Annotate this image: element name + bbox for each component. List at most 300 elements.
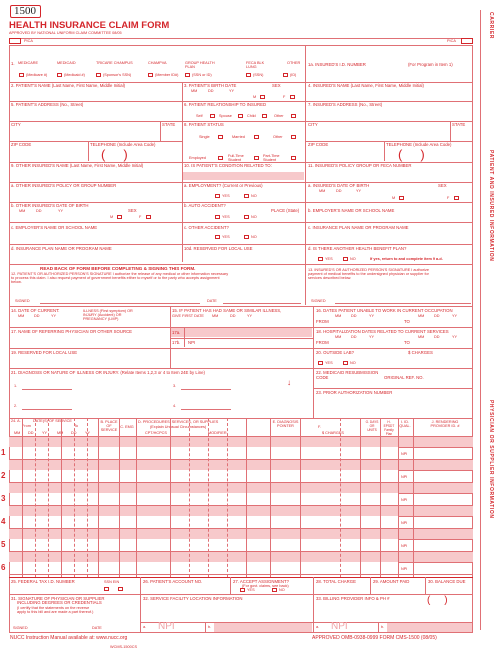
box15-mm: MM [212, 314, 219, 318]
box33-label: 33. BILLING PROVIDER INFO & PH # [316, 596, 390, 601]
box27-yes-label: YES [247, 588, 255, 592]
box10c-label: c. OTHER ACCIDENT? [184, 225, 229, 230]
row9-line [9, 222, 473, 223]
state-right-divider [450, 121, 451, 141]
fulltime-checkbox[interactable] [254, 156, 259, 160]
box11a-label: a. INSURED'S DATE OF BIRTH [308, 183, 370, 188]
box10c-no-label: NO [251, 235, 257, 239]
row1-divider [305, 45, 306, 305]
col24d-sub: (Explain Unusual Circumstances) [150, 425, 207, 429]
box20-yes-label: YES [325, 361, 333, 365]
service-line-number: 6 [1, 563, 6, 572]
col24d-mod: MODIFIER [208, 431, 227, 435]
service-column-divider [360, 418, 361, 577]
service-line-npi: NPI [401, 567, 408, 571]
box15-dd: DD [230, 314, 236, 318]
box11a-f: F [447, 196, 450, 200]
box10b-no[interactable] [244, 215, 249, 219]
box26-label: 26. PATIENT'S ACCOUNT NO. [143, 579, 203, 584]
box27-yes[interactable] [240, 588, 245, 592]
box31-date: DATE [92, 626, 102, 630]
champva-label: CHAMPVA [148, 61, 167, 65]
box9b-f-checkbox[interactable] [146, 215, 151, 219]
service-column-divider [398, 418, 399, 577]
box11a-m: M [392, 196, 396, 200]
row14-col-mid [170, 306, 171, 368]
box12-sign-line[interactable] [40, 303, 200, 304]
row25-col2 [230, 577, 231, 594]
box3-f-checkbox[interactable] [290, 95, 295, 99]
diag-arrow-icon: ↓ [287, 378, 291, 387]
box27-no[interactable] [272, 588, 277, 592]
box11a-f-checkbox[interactable] [454, 196, 459, 200]
box10a-no[interactable] [244, 194, 249, 198]
service-line-shade [9, 552, 473, 562]
state-left: STATE [162, 122, 176, 127]
box16-yy: YY [369, 314, 375, 318]
box25-ssn: SSN EIN [104, 580, 120, 584]
col24e-head: E. DIAGNOSIS POINTER [272, 420, 299, 428]
box10c-no[interactable] [244, 235, 249, 239]
box9b-dd: DD [36, 209, 42, 213]
box9b-sex: SEX [128, 208, 137, 213]
box3-m-checkbox[interactable] [260, 95, 265, 99]
box11c-label: c. INSURANCE PLAN NAME OR PROGRAM NAME [308, 225, 409, 230]
box33a-label: a. [316, 625, 320, 629]
box18-from: FROM [316, 340, 329, 345]
box18-yy2: YY [452, 335, 458, 339]
other-label: OTHER [287, 61, 301, 65]
tricare-label: TRICARE CHAMPUS [96, 61, 133, 65]
box13-line1: 13. INSURED'S OR AUTHORIZED PERSON'S SIGNATURE I authorize [308, 268, 430, 272]
diag-2: 2. [14, 404, 18, 408]
col24a-dd1: DD [28, 431, 34, 435]
pica-left-checkbox[interactable] [9, 38, 21, 44]
box11d-yes-label: YES [325, 257, 333, 261]
box15-label: 15. IF PATIENT HAS HAD SAME OR SIMILAR ILLNESS, [172, 308, 282, 313]
box10b-place: PLACE (State) [271, 208, 300, 213]
col24a-mm1: MM [14, 431, 21, 435]
service-column-divider [170, 418, 171, 577]
other-checkbox[interactable] [283, 73, 288, 77]
tel-right-divider [384, 141, 385, 161]
box9b-m: M [110, 215, 114, 219]
tel-right-paren[interactable]: ( ) [398, 147, 425, 162]
box20-no[interactable] [343, 361, 348, 365]
box31-line1: 31. SIGNATURE OF PHYSICIAN OR SUPPLIER [11, 596, 105, 601]
col24a-yy2: YY [85, 431, 91, 435]
box9d-label: d. INSURANCE PLAN NAME OR PROGRAM NAME [11, 246, 112, 251]
box11d-no-label: NO [350, 257, 356, 261]
tel-left: TELEPHONE (Include Area Code) [90, 142, 156, 147]
box3-dd: DD [208, 89, 214, 93]
patient-side-label: PATIENT AND INSURED INFORMATION [488, 150, 494, 262]
service-line-number: 3 [1, 494, 6, 503]
service-column-divider [413, 418, 414, 577]
box6-self: Self [196, 114, 203, 118]
service-column-divider [48, 418, 49, 577]
footer-approved: APPROVED OMB-0938-0999 FORM CMS-1500 (08/05) [312, 635, 437, 641]
box1a-label: 1a. INSURED'S I.D. NUMBER [308, 62, 366, 67]
box16-dd2: DD [434, 314, 440, 318]
diag-4-line[interactable] [181, 409, 231, 410]
box2-label: 2. PATIENT'S NAME (Last Name, First Name, Middle Initial) [11, 83, 126, 88]
service-line-shade [9, 529, 473, 539]
box13-sign-line[interactable] [335, 303, 471, 304]
box1a-note: (For Program in Item 1) [408, 62, 453, 67]
pica-right-checkbox[interactable] [461, 38, 473, 44]
service-line-mid [398, 493, 473, 494]
box28-label: 28. TOTAL CHARGE [316, 579, 356, 584]
box17a-shade [171, 328, 312, 337]
row25-col5 [425, 577, 426, 594]
box11a-dd: DD [336, 189, 342, 193]
box27-label: 27. ACCEPT ASSIGNMENT? [233, 579, 290, 584]
box16-dd: DD [351, 314, 357, 318]
box30-label: 30. BALANCE DUE [428, 579, 466, 584]
box14-label: 14. DATE OF CURRENT: [11, 308, 60, 313]
row10-line [9, 244, 473, 245]
service-column-divider [246, 418, 247, 577]
service-column-divider [270, 418, 271, 577]
box10c-yes[interactable] [215, 235, 220, 239]
service-line-number: 5 [1, 540, 6, 549]
state-left-divider [160, 121, 161, 141]
service-line-mid [398, 447, 473, 448]
service-line-mid [398, 562, 473, 563]
box16-label: 16. DATES PATIENT UNABLE TO WORK IN CURRENT OCCUPATION [316, 308, 453, 313]
col24a-from: From [22, 424, 31, 428]
read-back-notice: READ BACK OF FORM BEFORE COMPLETING & SIGNING THIS FORM. [40, 266, 196, 271]
box14-ill: ILLNESS (First symptom) OR [83, 309, 133, 313]
service-column-divider [98, 418, 99, 577]
feca-checkbox[interactable] [246, 73, 251, 77]
parttime-label: Part-Time Student [263, 154, 280, 162]
single-checkbox[interactable] [218, 135, 223, 139]
box5-label: 5. PATIENT'S ADDRESS (No., Street) [11, 102, 84, 107]
box33b-label: b. [381, 625, 385, 629]
col24b-head: B. PLACE OF SERVICE [100, 420, 118, 432]
box1a-input[interactable] [308, 69, 473, 81]
box32-label: 32. SERVICE FACILITY LOCATION INFORMATION [143, 596, 243, 601]
champva-sub: (Member ID#) [155, 73, 179, 77]
col24a-dd2: DD [71, 431, 77, 435]
box18-mm: MM [335, 335, 342, 339]
box15-sub: GIVE FIRST DATE [172, 314, 204, 318]
box10a-no-label: NO [251, 194, 257, 198]
state-right: STATE [452, 122, 466, 127]
box20-charges: $ CHARGES [408, 350, 433, 355]
box20-label: 20. OUTSIDE LAB? [316, 350, 354, 355]
box25-ein-checkbox[interactable] [118, 587, 123, 591]
col24f-head: F. [318, 425, 321, 429]
box32a-npi: NPI [158, 621, 175, 632]
other-sub: (ID) [290, 73, 297, 77]
other-status-checkbox[interactable] [291, 135, 296, 139]
box10a-yes-label: YES [222, 194, 230, 198]
box14-mm: MM [18, 314, 25, 318]
box22-code: CODE [316, 375, 329, 380]
box9-label: 9. OTHER INSURED'S NAME (Last Name, First Name, Middle Initial) [11, 163, 144, 168]
box16-to: TO [404, 319, 410, 324]
box12-line3: below. [11, 280, 22, 284]
champva-checkbox[interactable] [148, 73, 153, 77]
box31-line3: (I certify that the statements on the reverse [17, 606, 90, 610]
box3-m: M [253, 95, 257, 99]
service-column-divider [189, 418, 190, 577]
box16-mm2: MM [418, 314, 425, 318]
col24g-head: G. DAYS OR UNITS [365, 420, 379, 432]
approved-by: APPROVED BY NATIONAL UNIFORM CLAIM COMMITTEE 08/05 [9, 31, 122, 35]
service-column-divider [61, 418, 62, 577]
group-sub: (SSN or ID) [192, 73, 212, 77]
self-checkbox[interactable] [210, 114, 215, 118]
box29-label: 29. AMOUNT PAID [373, 579, 410, 584]
service-line-mid [398, 539, 473, 540]
box12-date: DATE [207, 299, 217, 303]
service-line-npi: NPI [401, 452, 408, 456]
diag-1-line[interactable] [22, 389, 72, 390]
box1-num: 1. [11, 61, 15, 66]
box21-label: 21. DIAGNOSIS OR NATURE OF ILLNESS OR INJURY. (Relate Items 1,2,3 or 4 to Item 24E by Line) [11, 370, 205, 375]
medicare-sub: (Medicare #) [26, 73, 48, 77]
service-line-number: 2 [1, 471, 6, 480]
medicaid-checkbox[interactable] [57, 73, 62, 77]
employed-label: Employed [189, 156, 206, 160]
box15-yy: YY [247, 314, 253, 318]
service-line-shade [9, 483, 473, 493]
employed-checkbox[interactable] [218, 156, 223, 160]
service-line-mid [398, 516, 473, 517]
diag-4: 4. [173, 404, 177, 408]
box6-other: Other [274, 114, 284, 118]
col24d-cpt: CPT/HCPCS [145, 431, 167, 435]
box17b-label: 17b. [172, 340, 181, 345]
box20-no-label: NO [350, 361, 356, 365]
parttime-checkbox[interactable] [291, 156, 296, 160]
form-number: 1500 [14, 5, 36, 17]
zip-left: ZIP CODE [11, 142, 32, 147]
col24j-head: J. RENDERING PROVIDER ID. # [430, 420, 460, 428]
medicaid-label: MEDICAID [57, 61, 76, 65]
box11d-label: d. IS THERE ANOTHER HEALTH BENEFIT PLAN? [308, 246, 407, 251]
service-line-border [9, 574, 473, 575]
col24a-to: To [74, 424, 79, 428]
tel-right: TELEPHONE (Include Area Code) [386, 142, 452, 147]
diag-1: 1. [14, 384, 18, 388]
service-line-npi: NPI [401, 475, 408, 479]
box11d-yes[interactable] [318, 257, 323, 261]
service-column-divider [74, 418, 75, 577]
box31-line2: INCLUDING DEGREES OR CREDENTIALS [17, 600, 102, 605]
box10b-label: b. AUTO ACCIDENT? [184, 203, 226, 208]
box10-label: 10. IS PATIENT'S CONDITION RELATED TO: [184, 163, 272, 168]
box7-label: 7. INSURED'S ADDRESS (No., Street) [308, 102, 383, 107]
box11a-mm: MM [319, 189, 326, 193]
box18-label: 18. HOSPITALIZATION DATES RELATED TO CURRENT SERVICES [316, 329, 449, 334]
feca-sub: (SSN) [253, 73, 264, 77]
col24c-head: C. EMG [120, 425, 134, 429]
row25-line [9, 577, 473, 578]
box10b-no-label: NO [251, 215, 257, 219]
box10b-yes[interactable] [215, 215, 220, 219]
group-label: GROUP HEALTH PLAN [185, 61, 215, 69]
box9c-label: c. EMPLOYER'S NAME OR SCHOOL NAME [11, 225, 98, 230]
box11a-m-checkbox[interactable] [399, 196, 404, 200]
box10a-label: a. EMPLOYMENT? (Current or Previous) [184, 183, 263, 188]
pica-line [9, 38, 472, 39]
box9b-f: F [139, 215, 142, 219]
child-checkbox[interactable] [262, 114, 267, 118]
box9b-m-checkbox[interactable] [117, 215, 122, 219]
row11-line [9, 264, 473, 265]
other-rel-checkbox[interactable] [291, 114, 296, 118]
box12-line2: to process this claim. I also request payment of government benefits either to myself or to the party who accepts assignment [11, 276, 220, 280]
box12-date-line[interactable] [223, 303, 301, 304]
box16-yy2: YY [452, 314, 458, 318]
box32a-label: a. [143, 625, 147, 629]
box11a-sex: SEX [438, 183, 447, 188]
diag-2-line[interactable] [22, 409, 72, 410]
service-line-npi: NPI [401, 544, 408, 548]
box10c-yes-label: YES [222, 235, 230, 239]
col24d-head: D. PROCEDURES, SERVICES, OR SUPPLIES [138, 420, 219, 424]
form-title: HEALTH INSURANCE CLAIM FORM [9, 20, 170, 31]
box18-yy: YY [369, 335, 375, 339]
box12-line1: 12. PATIENT'S OR AUTHORIZED PERSON'S SIGNATURE I authorize the release of any medical or other information necessary [11, 272, 229, 276]
box17a-label: 17a. [172, 330, 181, 335]
other-status-label: Other [273, 135, 283, 139]
service-column-divider [340, 418, 341, 577]
box10d-label: 10d. RESERVED FOR LOCAL USE [184, 246, 253, 251]
box3-label: 3. PATIENT'S BIRTH DATE [184, 83, 237, 88]
box13-signed: SIGNED [311, 299, 326, 303]
box18-mm2: MM [418, 335, 425, 339]
col24i-head: I. ID. QUAL. [399, 420, 411, 428]
box25-label: 25. FEDERAL TAX I.D. NUMBER [11, 579, 75, 584]
row14-col-right [313, 306, 314, 418]
row23-line [313, 388, 473, 389]
box20-yes[interactable] [318, 361, 323, 365]
box33-paren[interactable]: ( ) [427, 595, 448, 606]
box16-from: FROM [316, 319, 329, 324]
patient-name-input[interactable] [11, 89, 181, 99]
service-column-divider [208, 418, 209, 577]
box9b-yy: YY [58, 209, 64, 213]
box17b-npi: NPI [188, 340, 196, 345]
group-checkbox[interactable] [185, 73, 190, 77]
feca-label: FECA BLK LUNG [246, 61, 265, 69]
row2-col [182, 82, 183, 182]
spouse-checkbox[interactable] [238, 114, 243, 118]
service-column-divider [35, 418, 36, 577]
box6-label: 6. PATIENT RELATIONSHIP TO INSURED [184, 102, 267, 107]
box16-mm: MM [335, 314, 342, 318]
single-label: Single [199, 135, 210, 139]
service-line-mid [398, 470, 473, 471]
box25-ssn-checkbox[interactable] [104, 587, 109, 591]
box14-preg: PREGNANCY (LMP) [83, 317, 119, 321]
row4-line-right [305, 121, 473, 122]
row21-line [9, 368, 473, 369]
box27-sub: (For govt. claims, see back) [242, 584, 289, 588]
medicare-checkbox[interactable] [19, 73, 24, 77]
tricare-sub: (Sponsor's SSN) [103, 73, 132, 77]
box6-child: Child [247, 114, 256, 118]
box10a-yes[interactable] [215, 194, 220, 198]
box13-line2: payment of medical benefits to the undersigned physician or supplier for [308, 272, 429, 276]
tel-left-divider [88, 141, 89, 161]
diag-3-line[interactable] [181, 389, 231, 390]
box33a-npi: NPI [331, 621, 348, 632]
city-right: CITY [308, 122, 318, 127]
service-line-shade [9, 506, 473, 516]
service-column-divider [380, 418, 381, 577]
service-column-divider [300, 418, 301, 577]
box18-to: TO [404, 340, 410, 345]
married-checkbox[interactable] [254, 135, 259, 139]
service-line-number: 4 [1, 517, 6, 526]
diag-3: 3. [173, 384, 177, 388]
box9b-label: b. OTHER INSURED'S DATE OF BIRTH [11, 203, 89, 208]
box23-label: 23. PRIOR AUTHORIZATION NUMBER [316, 390, 393, 395]
box12-signed: SIGNED [15, 299, 30, 303]
service-line-npi: NPI [401, 521, 408, 525]
row25-col3 [313, 577, 314, 633]
box32-ab-div [205, 622, 206, 633]
service-column-divider [85, 418, 91, 577]
tel-left-paren[interactable]: ( ) [101, 147, 128, 162]
service-column-divider [136, 418, 137, 577]
box22-orig: ORIGINAL REF. NO. [384, 375, 424, 380]
box4-label: 4. INSURED'S NAME (Last Name, First Name, Middle Initial) [308, 83, 424, 88]
box32b-shade [214, 623, 312, 632]
service-column-divider [22, 418, 23, 577]
box11b-label: b. EMPLOYER'S NAME OR SCHOOL NAME [308, 208, 395, 213]
box31-line4: apply to this bill and are made a part thereof.) [17, 610, 94, 614]
box6-spouse: Spouse [219, 114, 232, 118]
pica-left-label: PICA [24, 39, 33, 43]
box10-shade [183, 172, 304, 180]
box14-yy: YY [51, 314, 57, 318]
box22-label: 22. MEDICAID RESUBMISSION [316, 370, 379, 375]
box18-dd2: DD [434, 335, 440, 339]
footer-code: WCMS-1500CS [110, 645, 138, 649]
box11d-no[interactable] [343, 257, 348, 261]
box33-ab-div [378, 622, 379, 633]
box17b-line [170, 338, 313, 339]
box19-label: 19. RESERVED FOR LOCAL USE [11, 350, 78, 355]
col24a-head: 24. A. [11, 419, 21, 423]
box14-inj: INJURY (Accident) OR [83, 313, 122, 317]
box14-dd: DD [34, 314, 40, 318]
service-column-divider [119, 418, 120, 577]
row25-col1 [140, 577, 141, 633]
service-line-shade [9, 460, 473, 470]
col24a-title: DATE(S) OF SERVICE [33, 419, 72, 423]
physician-side-label: PHYSICIAN OR SUPPLIER INFORMATION [488, 400, 494, 519]
service-column-divider [227, 418, 228, 577]
col24a-yy1: YY [42, 431, 48, 435]
box3-yy: YY [229, 89, 235, 93]
box33b-shade [387, 623, 472, 632]
tricare-checkbox[interactable] [96, 73, 101, 77]
service-line-npi: NPI [401, 498, 408, 502]
box13-line3: services described below. [308, 276, 352, 280]
carrier-divider [480, 10, 481, 630]
box11-label: 11. INSURED'S POLICY GROUP OR FECA NUMBER [308, 163, 412, 168]
col24f-sub: $ CHARGES [322, 431, 344, 435]
